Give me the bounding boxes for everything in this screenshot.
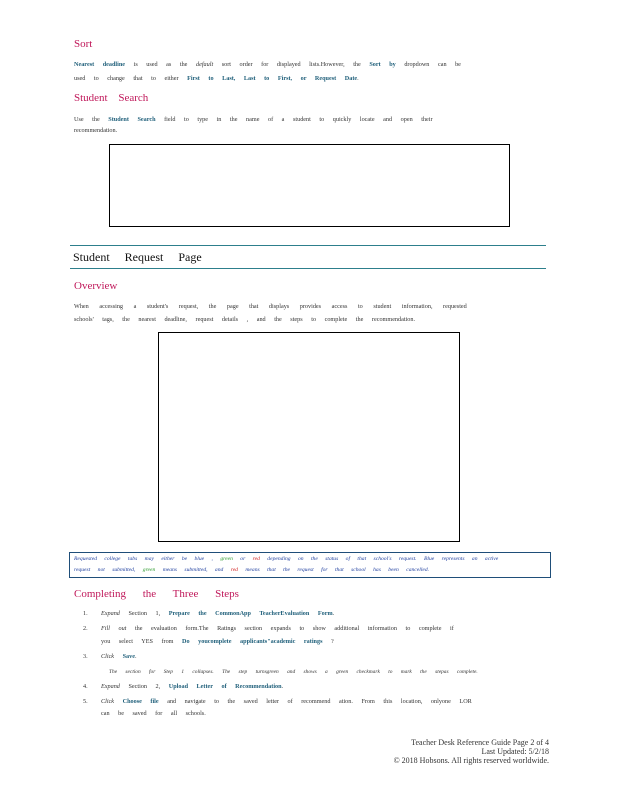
request-page-screenshot-placeholder <box>158 332 460 542</box>
step-3-note: The section for Step 1 collapses. The step turnsgreen and shows a green checkmark to mark the stepas complete. <box>109 669 478 675</box>
step-4: 4. Expand Section 2, Upload Letter of Recommendation. <box>83 683 284 690</box>
request-page-title: Student Request Page <box>73 250 202 264</box>
step-2: 2. Fill out the evaluation form.The Ratings section expands to show additional information to complete if <box>83 625 454 632</box>
student-search-screenshot-placeholder <box>109 144 510 227</box>
section-rule-top <box>70 245 546 246</box>
footer-guide-title: Teacher Desk Reference Guide Page 2 of 4 <box>411 738 549 747</box>
step-2-continued: you select YES from Do youcomplete applicants"academic ratings ? <box>101 638 334 645</box>
student-search-line1: Use the Student Search field to type in the name of a student to quickly locate and open their <box>74 116 433 123</box>
page-footer <box>289 738 549 765</box>
sort-heading: Sort <box>74 38 93 50</box>
student-search-heading: Student Search <box>74 92 149 104</box>
section-rule-bottom <box>70 268 546 269</box>
overview-line2: schools' tags, the nearest deadline, request details , and the steps to complete the recommendation. <box>74 316 416 323</box>
footer-last-updated: Last Updated: 5/2/18 <box>481 747 549 756</box>
step-5: 5. Click Choose file and navigate to the saved letter of recommend ation. From this location, onlyone LOR <box>83 698 472 705</box>
status-note-line2: request not submitted, green means submitted, and red means that the request for that school has been cancelled. <box>74 567 430 573</box>
step-1: 1. Expand Section 1, Prepare the CommonApp TeacherEvaluation Form. <box>83 610 335 617</box>
sort-paragraph-line1: Nearest deadline is used as the default sort order for displayed lists.However, the Sort by dropdown can be <box>74 61 461 68</box>
overview-heading: Overview <box>74 280 118 292</box>
overview-line1: When accessing a student's request, the page that displays provides access to student information, requested <box>74 303 467 310</box>
step-3: 3. Click Save. <box>83 653 137 660</box>
status-note-box <box>69 552 551 578</box>
step-5-continued: can be saved for all schools. <box>101 710 206 717</box>
steps-heading: Completing the Three Steps <box>74 588 239 600</box>
status-note-line1: Requested college tabs may either be blue , green or red depending on the status of that school's request. Blue represents an active <box>74 556 499 562</box>
student-search-line2: recommendation. <box>74 127 118 134</box>
sort-paragraph-line2: used to change that to either First to Last, Last to First, or Request Date. <box>74 75 359 82</box>
footer-copyright: © 2018 Hobsons. All rights reserved worldwide. <box>393 756 549 765</box>
